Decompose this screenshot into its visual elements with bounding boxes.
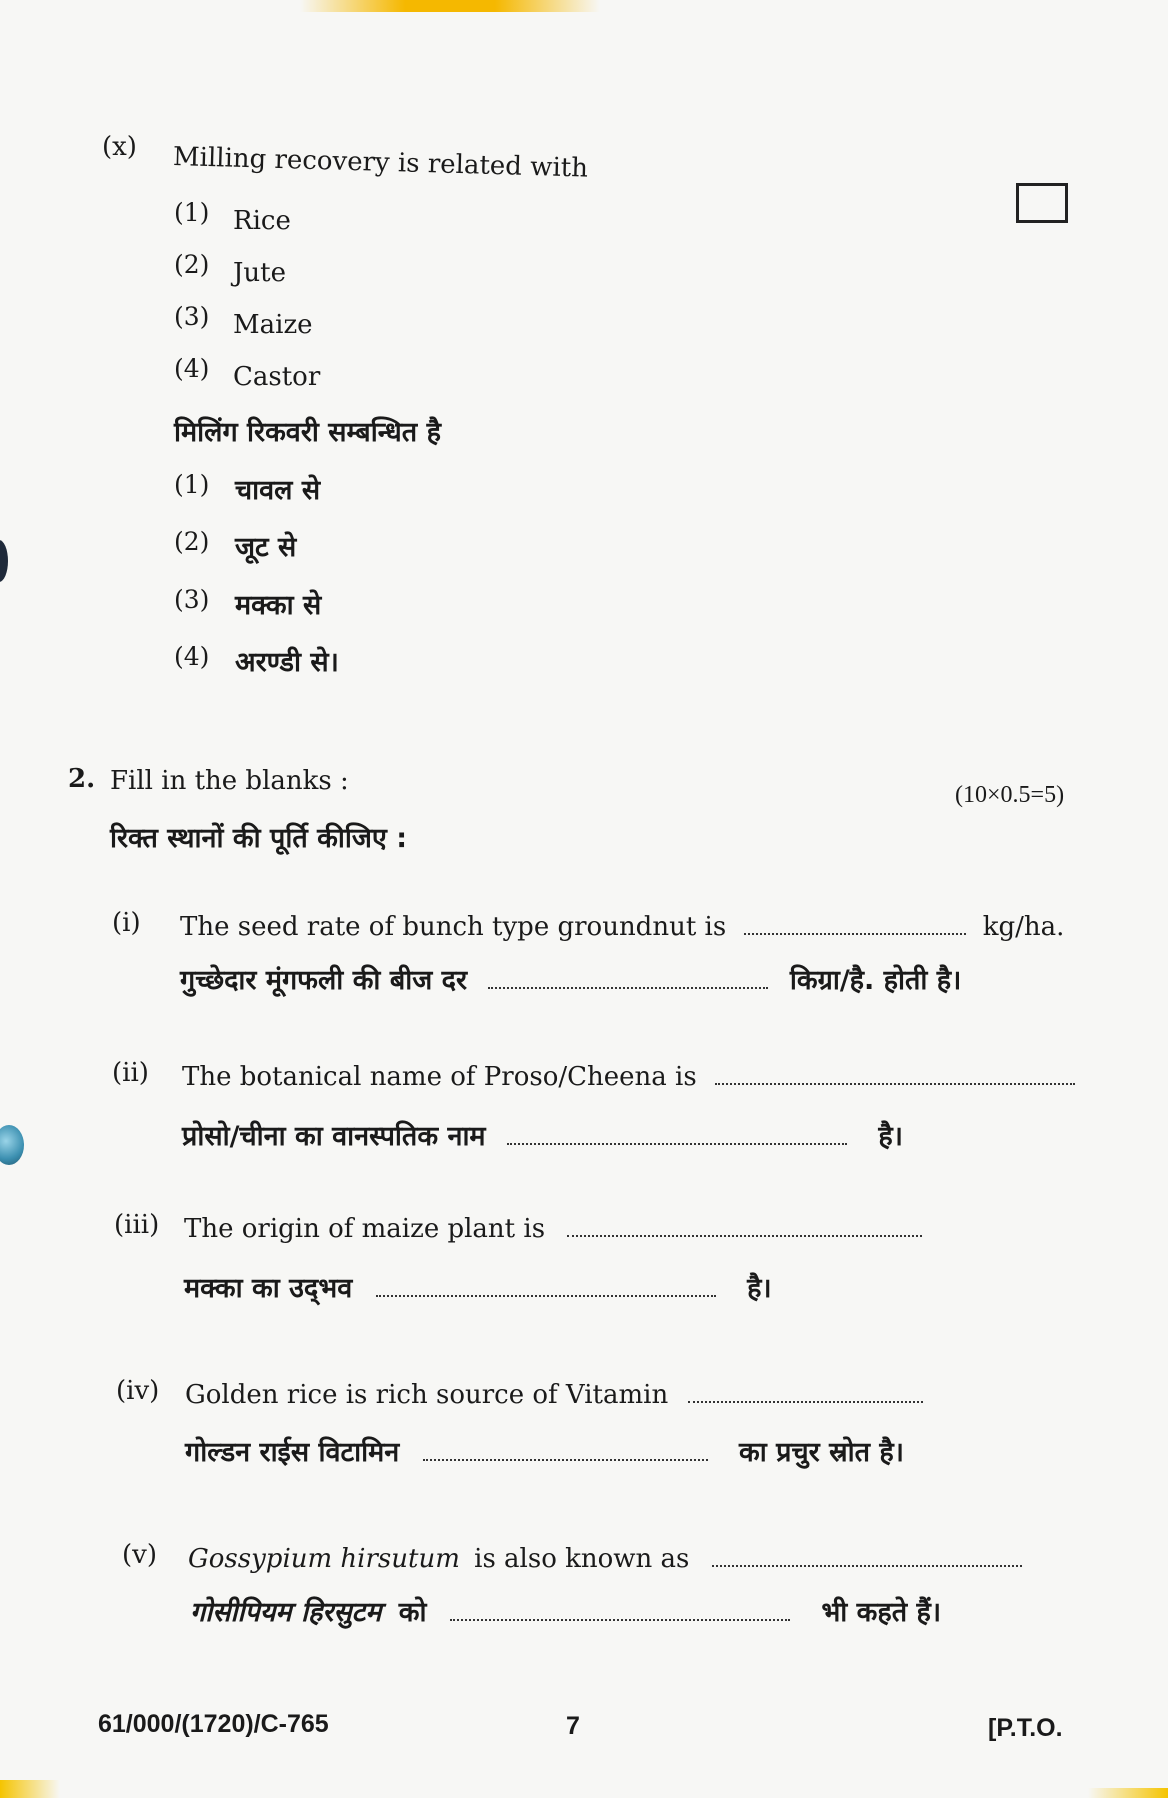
option-text-en: Jute — [233, 258, 287, 288]
item-text-hi-after: है। — [747, 1273, 772, 1304]
question-title-hi: रिक्त स्थानों की पूर्ति कीजिए : — [110, 823, 408, 854]
option-number: (1) — [174, 470, 210, 499]
item-text-hi — [190, 1592, 941, 1629]
answer-box[interactable] — [1016, 183, 1068, 223]
item-text-hi-after: का प्रचुर स्रोत है। — [739, 1437, 904, 1468]
item-text-hi-before: को — [398, 1597, 427, 1628]
item-text-en — [185, 1380, 923, 1410]
item-text-hi-before: प्रोसो/चीना का वानस्पतिक नाम — [182, 1121, 486, 1152]
option-number: (3) — [174, 585, 210, 614]
item-text-en-before: Golden rice is rich source of Vitamin — [185, 1380, 669, 1410]
option-text-en: Castor — [233, 362, 321, 392]
item-text-en-after: kg/ha. — [982, 912, 1065, 942]
item-label: (i) — [112, 908, 141, 938]
item-text-en-before: The seed rate of bunch type groundnut is — [180, 912, 727, 942]
answer-blank[interactable] — [376, 1275, 716, 1297]
answer-blank[interactable] — [688, 1381, 923, 1403]
page-number: 7 — [566, 1712, 580, 1740]
bottom-right-tape-strip — [1088, 1788, 1168, 1798]
item-text-en — [182, 1062, 1075, 1092]
item-text-en-italic: Gossypium hirsutum — [188, 1544, 460, 1574]
marks-allocation: (10×0.5=5) — [955, 782, 1065, 808]
answer-blank[interactable] — [488, 967, 768, 989]
question-label: (x) — [102, 132, 137, 162]
option-number: (2) — [174, 527, 210, 556]
binding-hole-mark — [0, 540, 8, 582]
item-text-en-before: The botanical name of Proso/Cheena is — [182, 1062, 697, 1092]
option-text-hi: चावल से — [235, 475, 321, 506]
item-text-hi-before: गोल्डन राईस विटामिन — [185, 1437, 400, 1468]
item-label: (iv) — [116, 1376, 160, 1406]
answer-blank[interactable] — [712, 1545, 1022, 1567]
question-number: 2. — [68, 764, 96, 794]
bottom-left-tape-strip — [0, 1780, 60, 1798]
option-text-hi: अरण्डी से। — [235, 647, 339, 678]
question-text-hi: मिलिंग रिकवरी सम्बन्धित है — [174, 417, 441, 448]
item-text-en-before: The origin of maize plant is — [184, 1214, 546, 1244]
option-number: (4) — [174, 354, 210, 383]
answer-blank[interactable] — [715, 1063, 1075, 1085]
option-text-hi: जूट से — [235, 532, 297, 563]
answer-blank[interactable] — [423, 1439, 708, 1461]
item-text-hi — [180, 960, 961, 997]
item-text-hi-italic: गोसीपियम हिरसुटम — [190, 1597, 382, 1628]
option-number: (4) — [174, 642, 210, 671]
question-title-en: Fill in the blanks : — [110, 766, 349, 796]
top-tape-strip — [300, 0, 600, 12]
binding-clip-mark — [0, 1125, 24, 1165]
answer-blank[interactable] — [567, 1215, 922, 1237]
item-text-hi-before: गुच्छेदार मूंगफली की बीज दर — [180, 965, 468, 996]
item-text-en — [184, 1214, 922, 1244]
item-label: (v) — [122, 1540, 157, 1570]
option-text-en: Maize — [233, 310, 313, 340]
option-text-hi: मक्का से — [235, 590, 322, 621]
item-text-en — [180, 912, 1064, 942]
question-text-en: Milling recovery is related with — [172, 142, 589, 184]
item-text-hi-after: है। — [878, 1121, 903, 1152]
item-text-hi-after: भी कहते हैं। — [821, 1597, 942, 1628]
paper-code: 61/000/(1720)/C-765 — [98, 1710, 329, 1738]
option-text-en: Rice — [233, 206, 291, 236]
please-turn-over: [P.T.O. — [988, 1714, 1063, 1742]
answer-blank[interactable] — [507, 1123, 847, 1145]
item-text-en-before: is also known as — [474, 1544, 690, 1574]
item-text-hi-after: किग्रा/है. होती है। — [789, 965, 962, 996]
option-number: (2) — [174, 250, 210, 279]
option-number: (3) — [174, 302, 210, 331]
item-label: (ii) — [112, 1058, 149, 1088]
answer-blank[interactable] — [744, 913, 966, 935]
item-text-en — [188, 1544, 1022, 1574]
item-text-hi — [182, 1116, 903, 1153]
answer-blank[interactable] — [450, 1599, 790, 1621]
item-label: (iii) — [114, 1210, 160, 1240]
option-number: (1) — [174, 198, 210, 227]
item-text-hi — [185, 1432, 904, 1469]
item-text-hi — [184, 1268, 772, 1305]
item-text-hi-before: मक्का का उद्‌भव — [184, 1273, 353, 1304]
